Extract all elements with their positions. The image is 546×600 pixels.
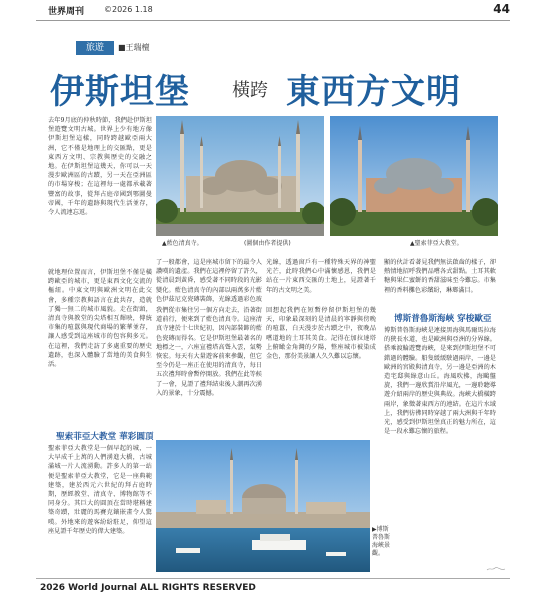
caption-hagia-sophia: ▲聖索菲亞大教堂。 [410,240,463,247]
caption-bosphorus: ▶博斯普魯斯海峽景觀。 [372,526,391,557]
bosphorus-image [156,440,370,572]
body-col4-top: 顯的伙計看著見我們無法啟齒的樣子，卻熱情地招呼我們品嚐各式甜點。土耳其軟糖與果仁蜜餅的香甜滋味至今難忘。市集裡的香料攤色彩繽紛，琳瑯滿目。 [384,259,496,294]
article-title [50,60,530,112]
title-part-1: 伊斯坦堡 [50,72,190,112]
section-tag: 旅遊 [76,41,114,55]
photo-bosphorus [156,440,370,572]
author-signature [486,566,506,573]
subhead-bosphorus: 博斯普魯斯海峽 穿梭歐亞 [394,314,492,324]
photo-hagia-sophia [330,116,498,236]
body-col1-top: 去年9月底的仲秋時節，我們赴伊斯坦堡遊覽文明古城。世界上少有地方像伊斯坦堡這樣，同時跨越歐亞兩大洲，它不僅是地理上的交匯點，更是東西方文明、宗教與歷史的交融之地。在伊斯坦堡這幾天，你可以一天漫步歐洲區的古蹟，另一天在亞洲區的市場穿梭；在這裡每一處都承載著豐富的故事，從拜占庭帝國到鄂圖曼帝國，千年的遺跡與現代生活並存，令人流連忘返。 [48,117,152,217]
page-number: 44 [493,2,510,16]
header-rule [36,20,510,21]
caption-blue-mosque: ▲藍色清真寺。 [162,240,203,247]
footer-rule [36,578,510,579]
photo-blue-mosque [156,116,324,236]
signature-mark [486,566,506,572]
body-col1-bottom: 聖索菲亞大教堂是一個早起的城，一大早成千上萬的人們湧進大橋，古城滿城一片人流湧動。許多人的第一站便是聖索菲亞大教堂，它是一座典範建築，建於西元六世紀的拜占庭時期，歷經教堂、清真寺、博物館等不同身分。其巨大的圓頂在當時堪稱建築奇蹟，壯麗的馬賽克鑲嵌畫令人驚嘆。外地來的遊客紛紛駐足，仰望這座見證千年歷史的偉大建築。 [48,445,152,535]
body-col1-mid: 就地理位置而言，伊斯坦堡不僅是橫跨歐亞的城市，更是東西文化交流的樞紐。中東文明與歐洲文明在此交會，多種宗教與語言在此共存，造就了獨一無二的城市風貌。走在街頭，清真寺與教堂的尖塔相互輝映，傳統市集的喧囂與現代商場的繁華並存，讓人感受到這座城市的包容與多元。在這裡，我們走訪了多處重要的歷史遺跡，也深入體驗了當地的美食與生活。 [48,269,152,369]
blue-mosque-image [156,116,324,236]
title-part-3: 東西方文明 [286,72,461,112]
body-col2-mid: 我們從市集往另一個方向走去，沿著街道前行，便來到了藍色清真寺。這座清真寺建於十七世紀初，因內部裝飾的藍色瓷磚而得名。它是伊斯坦堡最著名的地標之一，六座宣禮塔高聳入雲，氣勢恢宏。每天有大量遊客前來參觀，但它至今仍是一座正在使用的清真寺，每日五次禮拜時會暫停開放。我們在此等候了一會，見證了禮拜結束後人潮再次湧入的景象，十分震撼。 [156,307,262,397]
body-col4-mid: 博斯普魯斯海峽是連接黑海與馬爾馬拉海的狹長水道，也是歐洲與亞洲的分界線。搭乘渡輪遊覽海峽，是來到伊斯坦堡不可錯過的體驗。船隻緩緩駛過兩岸，一邊是歐洲的宮殿與清真寺，另一邊是亞洲的木造宅邸與綠意山丘。海風吹拂，海鷗盤旋，我們一邊欣賞沿岸風光，一邊聆聽導遊介紹兩岸的歷史與典故。海峽大橋橫跨兩岸，象徵著東西方的連結。在這片水域上，我們彷彿同時穿越了兩大洲與千年時光，感受到伊斯坦堡真正的魅力所在，這是一段永難忘懷的旅程。 [384,327,496,436]
subhead-hagia-sophia: 聖索菲亞大教堂 華彩圓頂 [56,432,154,442]
copyright-footer: 2026 World Journal ALL RIGHTS RESERVED [40,583,256,593]
caption-photo-credit: (圖個由作者提供) [244,240,291,247]
issue-date: ©2026 1.18 [104,5,153,14]
publication-brand: 世界周刊 [48,7,85,17]
body-col3-top: 光線，透過窗戶有一種特殊天界的神聖光芒，此時我們心中滿懷感恩，我們是站在一片東西交匯的土地上，見證著千年的古文明之美。 [266,259,376,294]
title-part-2: 橫跨 [232,80,268,101]
page-header [0,0,546,24]
author-byline: ■王瑞檀 [118,43,150,52]
body-col2-top: 了一般都會，這是座城市留下的最令人讚嘆的遺產。我們在這裡停留了許久，從清晨到黃昏，感受著不同時段的光影變化。藍色清真寺的內部以兩萬多片藍色伊茲尼克瓷磚裝飾，光線透過彩色玻 [156,259,262,303]
body-col3-mid: 回想起我們在短暫停留伊斯坦堡的幾天，印象最深刻的是清晨的寧靜與傍晚的喧囂，白天漫步於古蹟之中，夜晚品嚐道地的土耳其美食。記得在加拉達塔上俯瞰金角灣的夕陽，整座城市被染成金色，那份美景讓人久久難以忘懷。 [266,307,376,361]
hagia-sophia-image [330,116,498,236]
